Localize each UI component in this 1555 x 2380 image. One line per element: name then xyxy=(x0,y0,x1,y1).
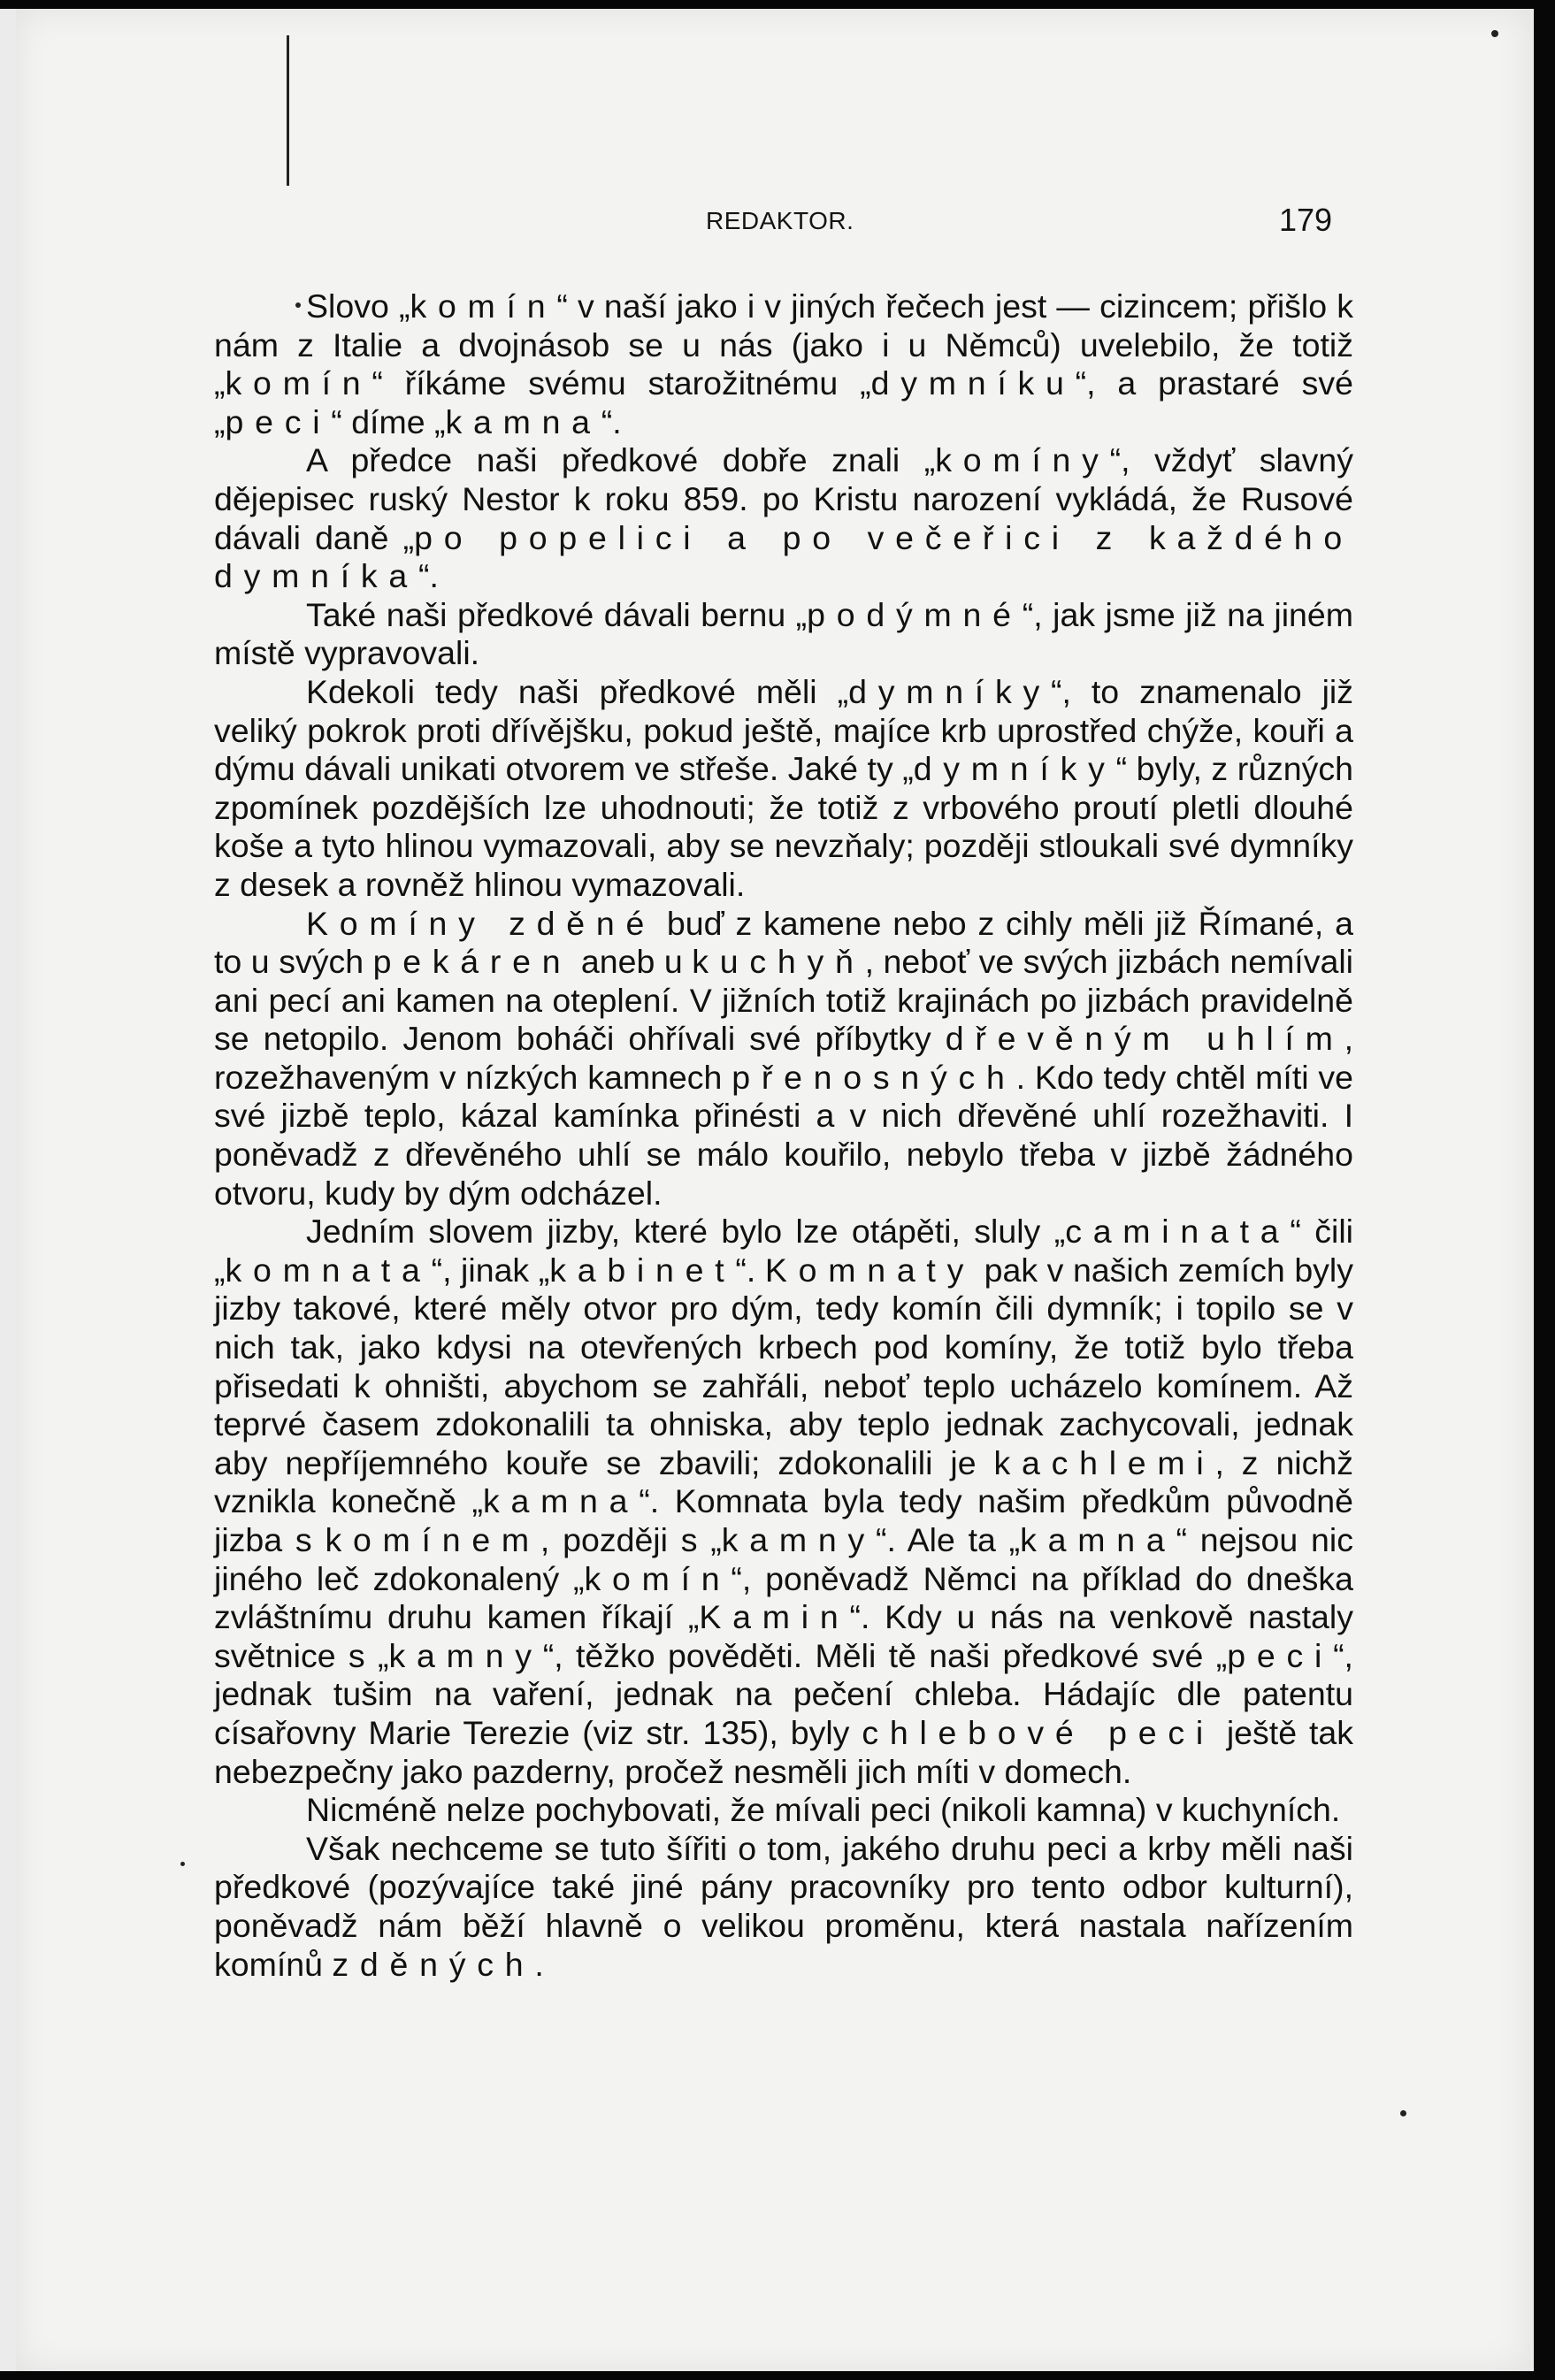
text-run: ještě tak nebezpečny jako pazderny, pročež nesměli jich míti v domech. xyxy=(214,1713,1354,1790)
text-run: “, a prastaré své „ xyxy=(214,364,1353,440)
text-run: , rozežhaveným v nízkých kamnech xyxy=(214,1020,1353,1096)
page-number: 179 xyxy=(1279,202,1333,238)
page-header xyxy=(16,198,1530,239)
spaced-emphasis-text: zděných xyxy=(332,1945,535,1983)
scanned-sheet xyxy=(0,9,1534,2371)
paragraph xyxy=(214,673,1353,905)
text-run: , z nichž vznikla konečně „ xyxy=(214,1443,1353,1520)
text-run: . xyxy=(534,1945,544,1983)
spaced-emphasis-text: dřevěným uhlím xyxy=(945,1020,1344,1058)
text-run: “. Komnata byla tedy našim předkům původně jizba s xyxy=(214,1482,1353,1558)
text-run: “ v naší jako i v jiných řečech jest — cizincem; přišlo k nám z Italie a dvojnásob se u nás (jako i u Němců) uvelebilo, že totiž „ xyxy=(214,287,1353,402)
spaced-emphasis-text: caminata xyxy=(1065,1213,1291,1251)
text-run: aneb u xyxy=(571,943,693,981)
text-run: pak v našich zemích byly jizby takové, které měly otvor pro dým, tedy komín čili dymník; i topilo se v nich tak, jako kdysi na otevřených krbech pod komíny, že totiž bylo třeba přisedati k ohništi, abychom se zahřáli, neboť teplo ucházelo komínem. Až teprvé časem zdokonalili ta ohniska, aby teplo jednak zachycovali, jednak aby nepříjemného kouře se zbavili; zdokonalili je xyxy=(214,1251,1354,1481)
text-run: “. Ale ta „ xyxy=(875,1521,1021,1558)
text-run: “. xyxy=(601,402,622,440)
text-run: “ čili „ xyxy=(214,1213,1354,1289)
binding-shadow-line xyxy=(287,35,289,186)
spaced-emphasis-text: peci xyxy=(1227,1636,1334,1674)
spaced-emphasis-text: Kamin xyxy=(699,1598,850,1636)
paragraph xyxy=(214,441,1353,595)
spaced-emphasis-text: dymníky xyxy=(848,672,1051,710)
text-run: Nicméně nelze pochybovati, že mívali peci (nikoli kamna) v kuchyních. xyxy=(306,1791,1341,1829)
text-run: “, to znamenalo již veliký pokrok proti dřívějšku, pokud ještě, majíce krb uprostřed chýže, kouři a dýmu dávali unikati otvorem ve střeše. Jaké ty „ xyxy=(214,672,1353,788)
paragraph xyxy=(214,1213,1353,1791)
text-run: “ díme „ xyxy=(331,402,446,440)
paragraph xyxy=(214,905,1353,1213)
spaced-emphasis-text: dymníky xyxy=(913,750,1116,788)
spaced-emphasis-text: komínem xyxy=(325,1521,540,1558)
text-run: “ nejsou nic jiného leč zdokonalený „ xyxy=(214,1521,1353,1597)
spaced-emphasis-text: kamny xyxy=(388,1636,543,1674)
text-run: “, těžko pověděti. Měli tě naši předkové své „ xyxy=(542,1636,1228,1674)
spaced-emphasis-text: pekáren xyxy=(372,943,572,981)
spaced-emphasis-text: komín xyxy=(410,287,557,325)
text-run: , později s „ xyxy=(540,1521,722,1558)
spaced-emphasis-text: komíny xyxy=(935,441,1110,479)
text-run: “, jinak „ xyxy=(431,1251,550,1289)
spaced-emphasis-text: komín xyxy=(584,1559,732,1597)
paragraph xyxy=(214,596,1353,673)
text-run: “, jak jsme již na jiném místě vypravovali. xyxy=(214,595,1353,672)
text-run: A předce naši předkové dobře znali „ xyxy=(306,441,936,479)
spaced-emphasis-text: dymníku xyxy=(870,364,1076,402)
spaced-emphasis-text: kuchyň xyxy=(692,943,865,981)
text-run: “. xyxy=(735,1251,765,1289)
text-run: Slovo „ xyxy=(306,287,410,325)
paragraph xyxy=(214,1791,1353,1830)
text-run: Však nechceme se tuto šířiti o tom, jakého druhu peci a krby měli naši předkové (pozývajíce také jiné pány pracovníky pro tento odbor kulturní), poněvadž nám běží hlavně o velikou proměnu, která nastala nařízením komínů xyxy=(214,1829,1353,1983)
spaced-emphasis-text: kamna xyxy=(445,402,601,440)
text-run: , neboť ve svých jizbách nemívali ani pecí ani kamen na oteplení. V jižních totiž krajinách po jizbách pravidelně se netopilo. Jenom boháči ohřívali své příbytky xyxy=(214,943,1353,1058)
spaced-emphasis-text: podýmné xyxy=(807,595,1023,633)
ink-speck xyxy=(1491,30,1498,37)
spaced-emphasis-text: komín xyxy=(225,364,372,402)
running-head: REDAKTOR. xyxy=(706,207,854,234)
text-run: “, poněvadž Němci na příklad do dneška zvláštnímu druhu kamen říkají „ xyxy=(214,1559,1353,1636)
text-run: . Kdo tedy chtěl míti ve své jizbě teplo, kázal kamínka přinésti a v nich dřevěné uhlí rozežhaviti. I poněvadž z dřevěného uhlí se málo kouřilo, nebylo třeba v jizbě žádného otvoru, kudy by dým odcházel. xyxy=(214,1058,1354,1212)
text-run: “, vždyť slavný dějepisec ruský Nestor k roku 859. po Kristu narození vykládá, že Rusové dávali daně „ xyxy=(214,441,1353,556)
ink-speck xyxy=(180,1862,185,1866)
text-run: Kdekoli tedy naši předkové měli „ xyxy=(306,672,849,710)
body-text xyxy=(214,287,1353,1984)
spaced-emphasis-text: chlebové peci xyxy=(862,1713,1214,1751)
book-page xyxy=(16,9,1530,2371)
spaced-emphasis-text: peci xyxy=(225,402,332,440)
paragraph xyxy=(214,287,1353,441)
spaced-emphasis-text: kachlemi xyxy=(993,1443,1215,1481)
spaced-emphasis-text: komnata xyxy=(225,1251,432,1289)
spaced-emphasis-text: kamna xyxy=(482,1482,640,1520)
text-run: buď z kamene nebo z cihly měli již Římané, a to u svých xyxy=(214,904,1353,981)
paragraph xyxy=(214,1830,1353,1984)
spaced-emphasis-text: přenosných xyxy=(732,1058,1016,1096)
text-run: “, jednak tušim na vaření, jednak na pečení chleba. Hádajíc dle patentu císařovny Marie Terezie (viz str. 135), byly xyxy=(214,1636,1353,1751)
spaced-emphasis-text: Komnaty xyxy=(764,1251,976,1289)
text-run: “. xyxy=(417,557,439,595)
text-run: “. Kdy u nás na venkově nastaly světnice s „ xyxy=(214,1598,1353,1674)
text-run: Také naši předkové dávali bernu „ xyxy=(306,595,808,633)
text-run: “ byly, z různých zpomínek pozdějších lze uhodnouti; že totiž z vrbového proutí pletli dlouhé koše a tyto hlinou vymazovali, aby se nevzňaly; později stloukali své dymníky z desek a rovněž hlinou vymazovali. xyxy=(214,750,1353,903)
spaced-emphasis-text: kamna xyxy=(1020,1521,1176,1558)
spaced-emphasis-text: po popelici a po večeřici z každého dymníka xyxy=(214,518,1353,595)
spaced-emphasis-text: Komíny zděné xyxy=(306,904,656,942)
text-run: Jedním slovem jizby, které bylo lze otápěti, sluly „ xyxy=(306,1213,1066,1251)
spaced-emphasis-text: kamny xyxy=(721,1521,876,1558)
spaced-emphasis-text: kabinet xyxy=(549,1251,736,1289)
ink-speck xyxy=(1400,2110,1406,2116)
text-run: “ říkáme svému starožitnému „ xyxy=(372,364,871,402)
